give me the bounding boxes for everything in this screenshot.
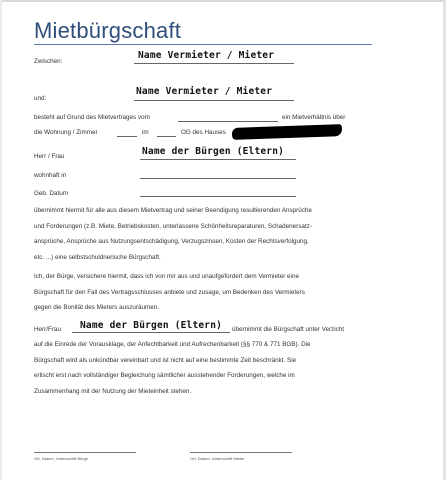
handwritten-buergen-1: Name der Bürgen (Eltern) xyxy=(142,146,285,157)
verzicht-text: übernimmt die Bürgschaft unter Verzicht xyxy=(232,326,344,333)
paragraph-line: und Forderungen (z.B. Miete, Betriebskosten, unterlassene Schönheitsreparaturen, Schadenersatz- xyxy=(34,222,312,230)
paragraph-line: erlischt erst nach vollständiger Begleichung sämtlicher ausstehender Forderungen, welche im xyxy=(34,372,295,379)
title-underline xyxy=(34,44,372,45)
handwritten-buergen-2: Name der Bürgen (Eltern) xyxy=(80,320,223,331)
og-text: OG des Hauses xyxy=(181,129,226,136)
mietvertrag-text: besteht auf Grund des Mietvertrages vom xyxy=(34,114,150,121)
paragraph-line: Zusammenhang mit der Nutzung der Mieteinheit stehen. xyxy=(34,387,192,395)
paragraph-line: Ich, der Bürge, versichere hiermit, dass ich von mir aus und unaufgefordert dem Vermieter eine xyxy=(34,273,299,280)
zwischen-line[interactable] xyxy=(134,63,294,64)
paragraph-line: gegen die Bonität des Mieters auszuräumen. xyxy=(34,304,159,311)
und-label: und: xyxy=(34,95,47,102)
wohnhaft-label: wohnhaft in xyxy=(34,172,67,179)
geb-datum-label: Geb. Datum xyxy=(34,190,68,197)
signature-label-buerge: Ort, Datum, Unterschrift Bürge xyxy=(34,456,89,461)
herr-frau-line[interactable] xyxy=(140,159,296,160)
paragraph-haftung xyxy=(34,203,312,265)
paragraph-line: Bürgschaft für den Fall des Vertragsschlusses anbiete und zusage, um Bedenken des Vermieters xyxy=(34,288,305,296)
paragraph-line: ansprüche, Ansprüche aus Nutzungsentschädigung, Verzugszinsen, Kosten der Rechtsverfolgung, xyxy=(34,238,309,245)
paragraph-line: übernimmt hiermit für alle aus diesem Mietvertrag und seiner Beendigung resultierenden Ansprüche xyxy=(34,207,312,214)
document-title: Mietbürgschaft xyxy=(34,18,182,43)
paragraph-verzicht xyxy=(34,337,311,399)
herr-frau-label: Herr / Frau xyxy=(34,153,65,160)
mietverhaeltnis-text: ein Mietverhältnis über xyxy=(282,114,346,121)
handwritten-names-1: Name Vermieter / Mieter xyxy=(138,50,275,61)
signature-label-mieter: Ort, Datum, Unterschrift Mieter xyxy=(190,456,245,461)
paragraph-line: etc. ...) eine selbstschuldnerische Bürgschaft. xyxy=(34,253,161,261)
geb-datum-line[interactable] xyxy=(140,196,296,197)
zwischen-label: Zwischen: xyxy=(34,58,63,65)
paragraph-versicherung xyxy=(34,269,305,316)
redaction-mark xyxy=(232,124,342,140)
page-top-edge xyxy=(0,0,446,2)
buerge-name-line[interactable] xyxy=(72,332,230,333)
wohnung-text: die Wohnung / Zimmer xyxy=(34,129,98,136)
signature-line-buerge[interactable] xyxy=(34,452,136,453)
mietvertrag-date-line[interactable] xyxy=(178,121,278,122)
page-left-edge xyxy=(0,0,2,480)
og-line[interactable] xyxy=(157,136,176,137)
paragraph-line: Bürgschaft wird als unkündbar vereinbart und ist nicht auf eine bestimmte Zeit beschränkt. Sie xyxy=(34,356,297,364)
handwritten-names-2: Name Vermieter / Mieter xyxy=(136,86,273,97)
wohnung-line[interactable] xyxy=(117,136,137,137)
signature-line-mieter[interactable] xyxy=(190,452,292,453)
herr-frau-label-2: Herr/Frau xyxy=(34,326,61,333)
und-line[interactable] xyxy=(134,100,294,101)
im-text: im xyxy=(142,129,149,136)
wohnhaft-line[interactable] xyxy=(140,178,296,179)
paragraph-line: auf die Einrede der Vorausklage, der Anfechtbarkeit und Aufrechenbarkeit (§§ 770 & 771 BGB). Die xyxy=(34,341,311,348)
